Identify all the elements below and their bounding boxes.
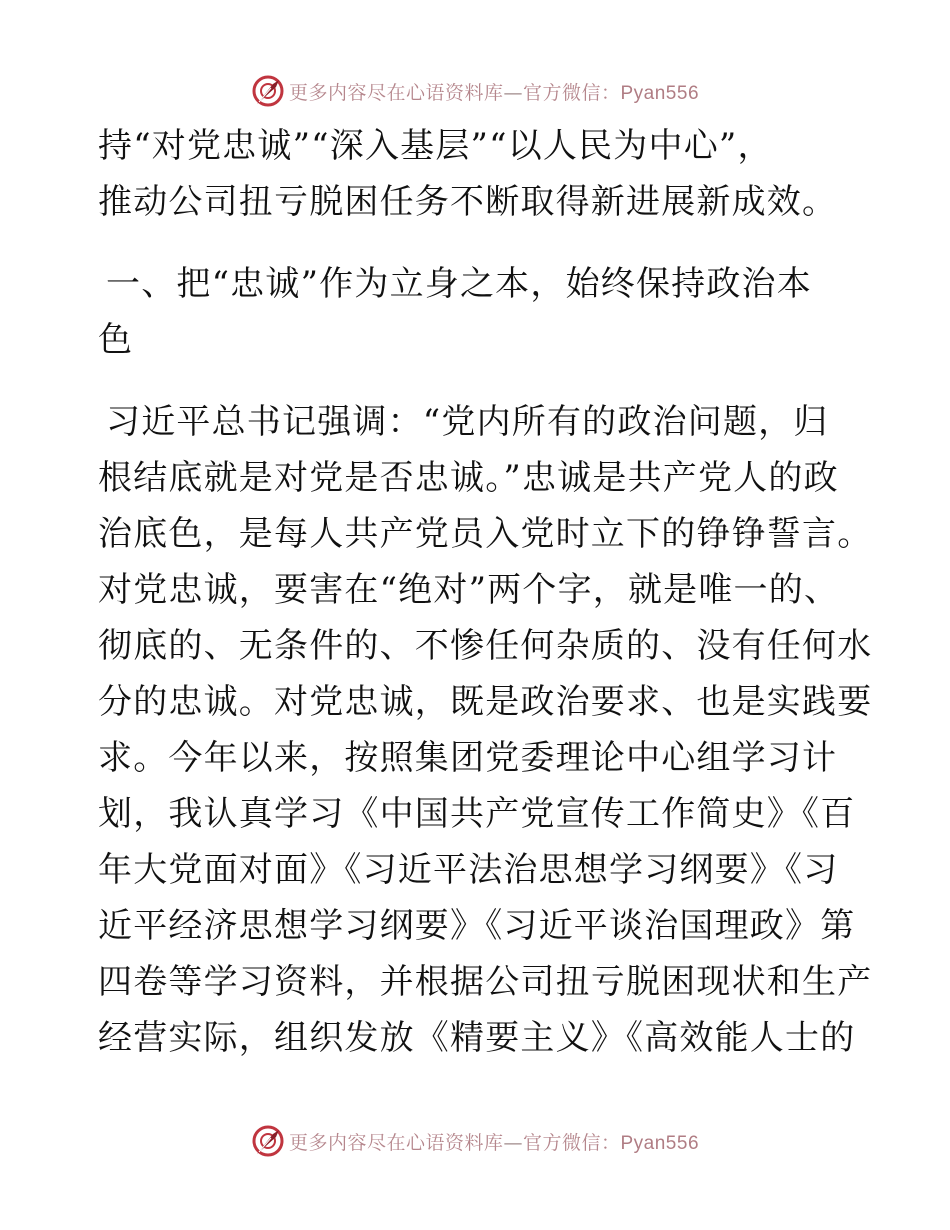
heading-line: 色 (98, 320, 134, 360)
quill-logo-icon (251, 74, 285, 108)
watermark-text: 更多内容尽在心语资料库—官方微信：Pyan556 (288, 1131, 700, 1154)
text-line: 求。今年以来，按照集团党委理论中心组学习计 (98, 738, 838, 778)
text-line: 治底色，是每人共产党员入党时立下的铮铮誓言。 (98, 514, 873, 554)
header-watermark (0, 71, 950, 111)
text-line: 习近平总书记强调：“党内所有的政治问题，归 (106, 402, 829, 442)
text-line: 持“对党忠诚”“深入基层”“以人民为中心”， (98, 126, 773, 166)
text-line: 经营实际，组织发放《精要主义》《高效能人士的 (98, 1018, 856, 1058)
paragraph-loyalty (98, 394, 873, 1066)
quill-logo-icon (251, 1124, 285, 1158)
heading-line: 一、把“忠诚”作为立身之本，始终保持政治本 (106, 264, 812, 304)
section-heading (98, 256, 858, 368)
text-line: 分的忠诚。对党忠诚，既是政治要求、也是实践要 (98, 682, 873, 722)
footer-watermark (0, 1121, 950, 1161)
text-line: 年大党面对面》《习近平法治思想学习纲要》《习 (98, 850, 839, 890)
watermark-text: 更多内容尽在心语资料库—官方微信：Pyan556 (288, 81, 700, 104)
paragraph-intro (98, 118, 858, 230)
text-line: 彻底的、无条件的、不惨任何杂质的、没有任何水 (98, 626, 873, 666)
document-body (98, 118, 873, 1066)
text-line: 根结底就是对党是否忠诚。”忠诚是共产党人的政 (98, 458, 839, 498)
text-line: 划，我认真学习《中国共产党宣传工作简史》《百 (98, 794, 856, 834)
text-line: 推动公司扭亏脱困任务不断取得新进展新成效。 (98, 182, 838, 222)
text-line: 近平经济思想学习纲要》《习近平谈治国理政》第 (98, 906, 856, 946)
text-line: 四卷等学习资料，并根据公司扭亏脱困现状和生产 (98, 962, 873, 1002)
text-line: 对党忠诚，要害在“绝对”两个字，就是唯一的、 (98, 570, 840, 610)
